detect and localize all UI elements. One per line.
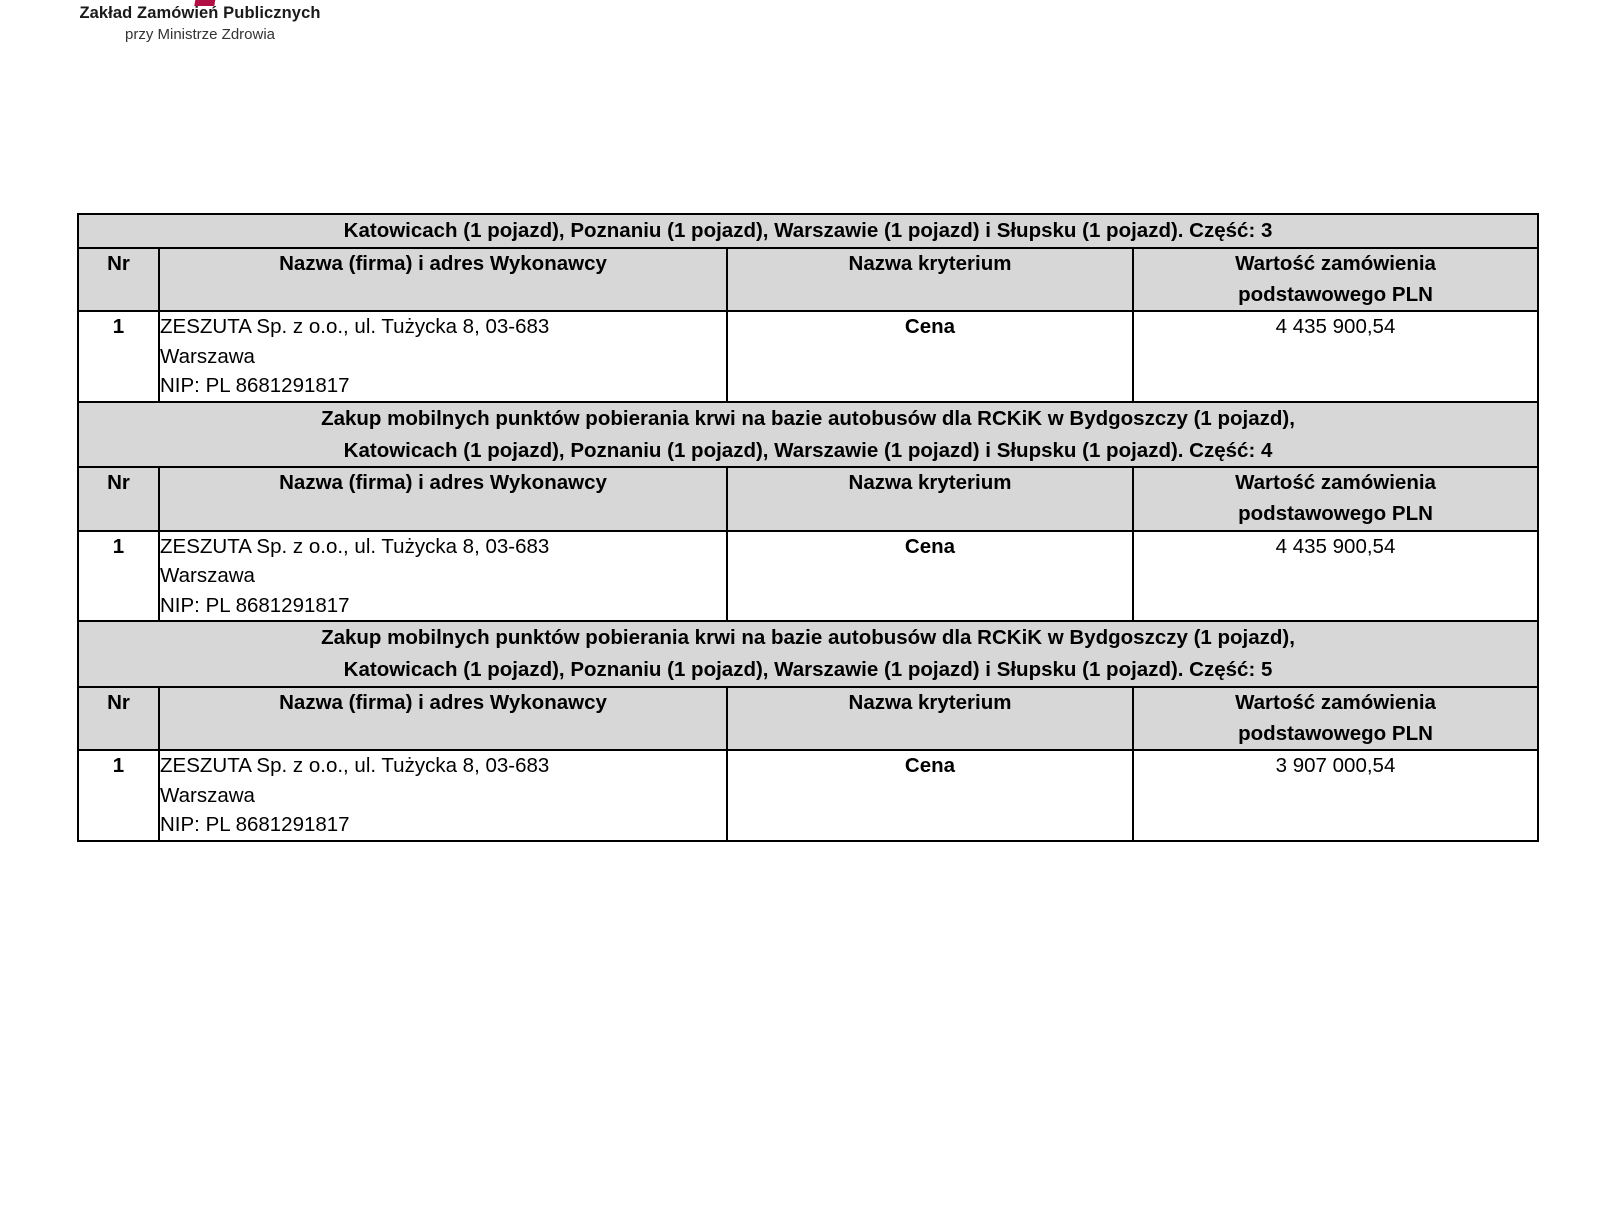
letterhead (0, 0, 420, 60)
column-header-value (1133, 467, 1538, 531)
column-header-name: Nazwa (firma) i adres Wykonawcy (159, 687, 727, 751)
award-results-table (77, 213, 1539, 842)
cell-contractor (159, 750, 727, 841)
contractor-name-line: ZESZUTA Sp. z o.o., ul. Tużycka 8, 03-683 (160, 534, 550, 558)
column-header-value-line2: podstawowego PLN (1238, 721, 1433, 745)
contractor-city-line: Warszawa (160, 344, 255, 368)
organisation-subtitle: przy Ministrze Zdrowia (124, 26, 276, 43)
cell-criterion: Cena (727, 311, 1133, 402)
organisation-name: Zakład Zamówień Publicznych (79, 4, 321, 22)
column-header-value-line2: podstawowego PLN (1238, 282, 1433, 306)
column-header-name: Nazwa (firma) i adres Wykonawcy (159, 467, 727, 531)
section-title-cell (78, 214, 1538, 248)
column-header-nr: Nr (78, 687, 159, 751)
column-header-criterion: Nazwa kryterium (727, 248, 1133, 312)
column-header-criterion: Nazwa kryterium (727, 467, 1133, 531)
table-row (78, 750, 1538, 841)
section-title-line2: Katowicach (1 pojazd), Poznaniu (1 pojazd), Warszawie (1 pojazd) i Słupsku (1 pojazd). Część: 4 (343, 438, 1273, 462)
section-title-row (78, 214, 1538, 248)
table-row (78, 531, 1538, 622)
table-row (78, 311, 1538, 402)
column-header-value-line2: podstawowego PLN (1238, 502, 1433, 526)
section-title-line1: Zakup mobilnych punktów pobierania krwi na bazie autobusów dla RCKiK w Bydgoszczy (1 pojazd), (321, 406, 1295, 430)
section-title-cell (78, 621, 1538, 687)
cell-value: 4 435 900,54 (1133, 531, 1538, 622)
cell-contractor (159, 311, 727, 402)
contractor-name-line: ZESZUTA Sp. z o.o., ul. Tużycka 8, 03-683 (160, 315, 550, 339)
section-title-row (78, 621, 1538, 687)
cell-value: 3 907 000,54 (1133, 750, 1538, 841)
column-header-value-line1: Wartość zamówienia (1235, 690, 1436, 714)
contractor-city-line: Warszawa (160, 783, 255, 807)
column-header-criterion: Nazwa kryterium (727, 687, 1133, 751)
section-title-line2: Katowicach (1 pojazd), Poznaniu (1 pojazd), Warszawie (1 pojazd) i Słupsku (1 pojazd). Część: 5 (343, 658, 1273, 682)
section-title-cell (78, 402, 1538, 468)
column-header-value (1133, 687, 1538, 751)
column-header-row (78, 467, 1538, 531)
cell-nr: 1 (78, 311, 159, 402)
cell-nr: 1 (78, 531, 159, 622)
contractor-city-line: Warszawa (160, 564, 255, 588)
column-header-name: Nazwa (firma) i adres Wykonawcy (159, 248, 727, 312)
cell-nr: 1 (78, 750, 159, 841)
column-header-nr: Nr (78, 248, 159, 312)
column-header-value (1133, 248, 1538, 312)
contractor-nip-line: NIP: PL 8681291817 (160, 593, 350, 617)
section-title-line1: Katowicach (1 pojazd), Poznaniu (1 pojazd), Warszawie (1 pojazd) i Słupsku (1 pojazd). Część: 3 (343, 219, 1273, 242)
column-header-value-line1: Wartość zamówienia (1235, 251, 1436, 275)
cell-criterion: Cena (727, 750, 1133, 841)
column-header-row (78, 248, 1538, 312)
section-title-row (78, 402, 1538, 468)
contractor-nip-line: NIP: PL 8681291817 (160, 813, 350, 837)
column-header-nr: Nr (78, 467, 159, 531)
column-header-value-line1: Wartość zamówienia (1235, 471, 1436, 495)
cell-value: 4 435 900,54 (1133, 311, 1538, 402)
section-title-line1: Zakup mobilnych punktów pobierania krwi na bazie autobusów dla RCKiK w Bydgoszczy (1 pojazd), (321, 626, 1295, 650)
cell-contractor (159, 531, 727, 622)
contractor-nip-line: NIP: PL 8681291817 (160, 374, 350, 398)
cell-criterion: Cena (727, 531, 1133, 622)
column-header-row (78, 687, 1538, 751)
contractor-name-line: ZESZUTA Sp. z o.o., ul. Tużycka 8, 03-683 (160, 754, 550, 778)
